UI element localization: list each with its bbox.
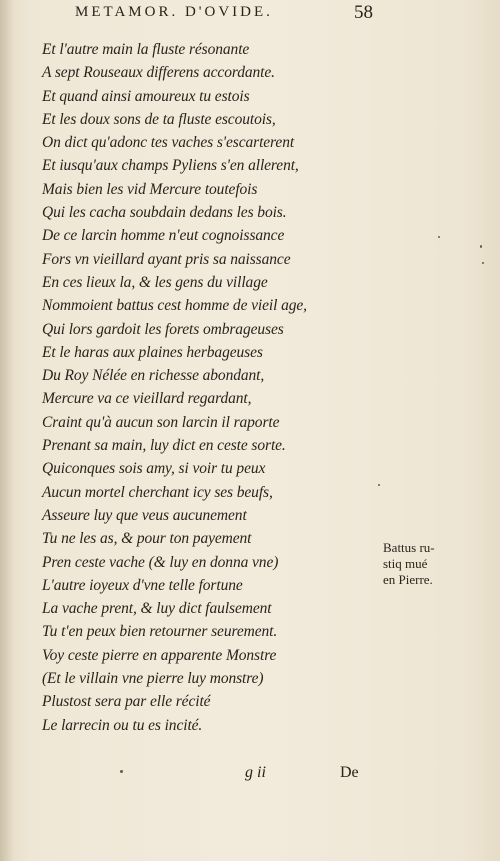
verse-line: Plustost sera par elle récité [42, 693, 211, 711]
marginal-note-line: stiq mué [383, 556, 428, 571]
verse-line: Prenant sa main, luy dict en ceste sorte. [42, 437, 286, 455]
verse-line: Pren ceste vache (& luy en donna vne) [42, 553, 279, 571]
verse-line: Et l'autre main la fluste résonante [42, 41, 250, 58]
verse-line: Quiconques sois amy, si voir tu peux [42, 460, 266, 478]
marginal-note-line: Battus ru- [383, 540, 435, 555]
poem-text [42, 38, 372, 737]
verse-line: Et les doux sons de ta fluste escoutois, [42, 110, 276, 128]
spine-shadow [0, 0, 14, 861]
verse-line: De ce larcin homme n'eut cognoissance [42, 227, 285, 245]
paper-speck [482, 262, 484, 264]
verse-line: (Et le villain vne pierre luy monstre) [42, 670, 264, 688]
verse-line: Et iusqu'aux champs Pyliens s'en allerent, [42, 157, 299, 175]
marginal-note [383, 540, 473, 588]
signature-mark: g ii [245, 764, 266, 781]
verse-line: Et le haras aux plaines herbageuses [42, 343, 263, 361]
verse-line: On dict qu'adonc tes vaches s'escarterent [42, 134, 295, 152]
verse-line: Asseure luy que veus aucunement [42, 506, 247, 524]
verse-line: Tu t'en peux bien retourner seurement. [42, 623, 278, 641]
paper-speck [120, 770, 123, 773]
verse-line: Qui les cacha soubdain dedans les bois. [42, 204, 287, 222]
verse-line: Nommoient battus cest homme de vieil age, [42, 297, 307, 315]
paper-speck [378, 484, 380, 486]
verse-line: L'autre ioyeux d'vne telle fortune [42, 576, 243, 594]
folio-number: 58 [354, 2, 373, 23]
verse-line: Et quand ainsi amoureux tu estois [42, 87, 250, 105]
verse-line: Qui lors gardoit les forets ombrageuses [42, 320, 284, 338]
verse-line: Mercure va ce vieillard regardant, [42, 390, 252, 408]
verse-line: Mais bien les vid Mercure toutefois [42, 180, 258, 198]
verse-line: Aucun mortel cherchant icy ses beufs, [42, 483, 273, 501]
verse-line: Craint qu'à aucun son larcin il raporte [42, 413, 280, 431]
verse-line: Voy ceste pierre en apparente Monstre [42, 646, 277, 664]
verse-line: Du Roy Nélée en richesse abondant, [42, 367, 265, 385]
paper-speck [438, 236, 440, 238]
paper-speck [480, 245, 482, 248]
marginal-note-line: en Pierre. [383, 572, 433, 587]
verse-line: En ces lieux la, & les gens du village [42, 273, 268, 291]
verse-line: A sept Rouseaux differens accordante. [42, 64, 275, 82]
verse-line: Tu ne les as, & pour ton payement [42, 530, 252, 548]
verse-line: La vache prent, & luy dict faulsement [42, 600, 272, 618]
verse-line: Fors vn vieillard ayant pris sa naissance [42, 250, 291, 268]
verse-line: Le larrecin ou tu es incité. [42, 716, 203, 734]
running-head: METAMOR. D'OVIDE. [75, 4, 273, 20]
catchword: De [340, 764, 359, 781]
